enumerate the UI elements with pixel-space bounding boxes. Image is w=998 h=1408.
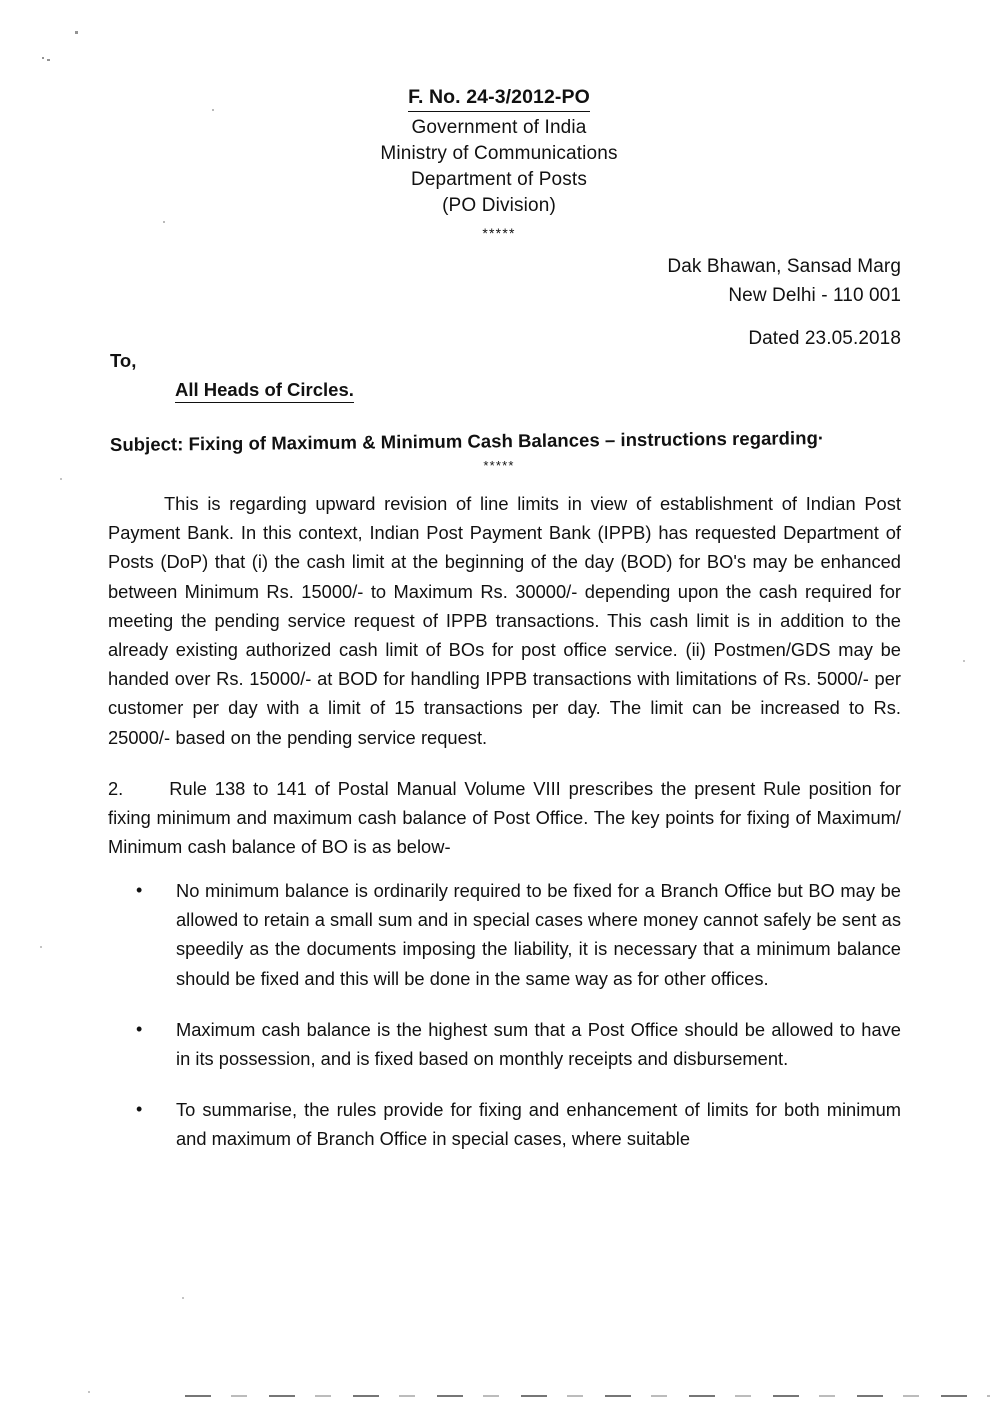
file-number-line — [0, 84, 998, 115]
scan-speck — [88, 1391, 90, 1393]
paragraph-2-number: 2. — [108, 777, 124, 799]
paragraph-2 — [108, 774, 901, 862]
letterhead — [0, 84, 998, 246]
scan-edge-artifact — [185, 1395, 990, 1397]
org-line-1: Government of India — [411, 117, 587, 138]
subject-separator: ***** — [483, 458, 515, 473]
org-line-3: Department of Posts — [410, 169, 588, 190]
scan-speck — [60, 478, 62, 480]
to-label: To, — [110, 350, 137, 371]
scan-speck — [40, 946, 42, 948]
scan-speck — [75, 31, 78, 34]
address-line-2: New Delhi - 110 001 — [728, 285, 901, 306]
bullet-icon: • — [136, 1018, 143, 1039]
scan-speck — [47, 59, 50, 61]
scan-speck — [963, 660, 965, 662]
paragraph-1: This is regarding upward revision of line limits in view of establishment of Indian Post Payment Bank. In this context, Indian Post Payment Bank (IPPB) has requested Department of Posts (DoP) that (i) the cash limit at the beginning of the day (BOD) for BO's may be enhanced between Minimum Rs. 15000/- to Maximum Rs. 30000/- depending upon the cash required for meeting the pending service request of IPPB transactions. This cash limit is in addition to the already existing authorized cash limit of BOs for post office service. (ii) Postmen/GDS may be handed over Rs. 15000/- at BOD for handling IPPB transactions with limitations of Rs. 5000/- per customer per day with a limit of 15 transactions per day. The limit can be increased to Rs. 25000/- based on the pending service request. — [108, 493, 901, 748]
subject-line: Subject: Fixing of Maximum & Minimum Cash Balances – instructions regarding· — [109, 427, 825, 455]
list-item — [108, 1095, 901, 1153]
letter-date: Dated 23.05.2018 — [748, 328, 901, 349]
bullet-icon: • — [136, 1099, 143, 1120]
sender-address — [667, 252, 901, 310]
list-item-text: Maximum cash balance is the highest sum that a Post Office should be allowed to have in its possession, and is fixed based on monthly receipts and disbursement. — [176, 1018, 901, 1070]
paragraph-2-text: Rule 138 to 141 of Postal Manual Volume VIII prescribes the present Rule position for fixing minimum and maximum cash balance of Post Office. The key points for fixing of Maximum/ Minimum cash balance of BO is as below- — [108, 777, 901, 858]
list-item — [108, 876, 901, 993]
header-separator: ***** — [482, 225, 516, 241]
org-line-2: Ministry of Communications — [380, 143, 618, 164]
list-item — [108, 1015, 901, 1073]
bullet-icon: • — [136, 880, 143, 900]
org-line-4: (PO Division) — [442, 195, 556, 216]
scan-speck — [182, 1297, 184, 1299]
letter-body — [108, 489, 901, 883]
scan-speck — [42, 57, 44, 59]
bullet-list — [108, 876, 901, 1176]
list-item-text: No minimum balance is ordinarily required to be fixed for a Branch Office but BO may be allowed to retain a small sum and in special cases where money cannot safely be sent as speedily as the documents imposing the liability, it is necessary that a minimum balance should be fixed and this will be done in the same way as for other offices. — [176, 880, 901, 989]
address-line-1: Dak Bhawan, Sansad Marg — [667, 256, 901, 277]
file-number: F. No. 24-3/2012-PO — [408, 84, 590, 112]
list-item-text: To summarise, the rules provide for fixing and enhancement of limits for both minimum and maximum of Branch Office in special cases, where suitable — [176, 1099, 901, 1150]
addressee: All Heads of Circles. — [175, 379, 354, 403]
